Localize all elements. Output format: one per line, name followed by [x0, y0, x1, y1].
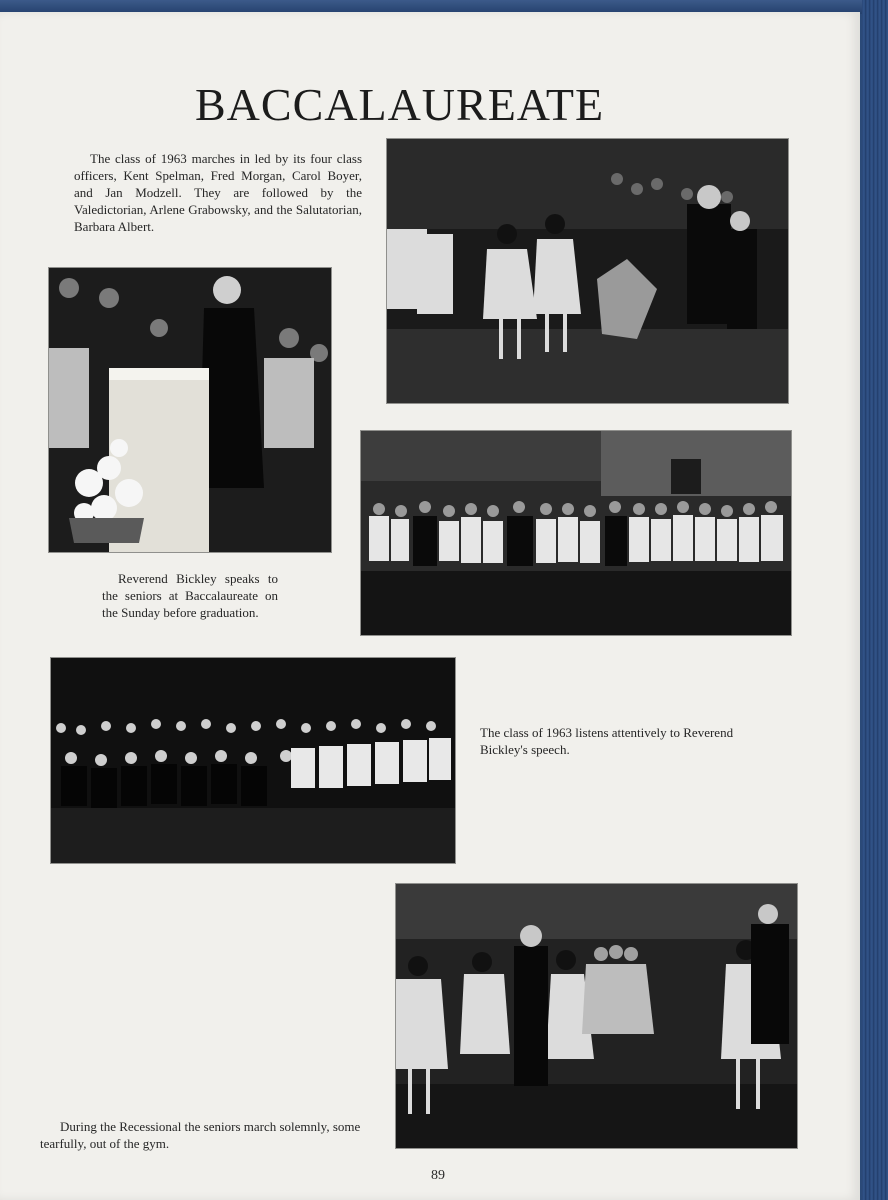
photo-procession-officers: [387, 139, 788, 403]
caption-class-listens: The class of 1963 listens attentively to Reverend Bickley's speech.: [480, 725, 734, 757]
yearbook-page: [0, 12, 860, 1200]
binder-spine: [862, 0, 888, 1200]
caption-class-officers: The class of 1963 marches in led by its four class officers, Kent Spelman, Fred Morgan, Carol Boyer, and Jan Modzell. They are followed by the Valedictorian, Arlene Grabowsky, and the Salutatorian, Barbara Albert.: [74, 151, 362, 234]
photo-recessional: [396, 884, 797, 1148]
page-title: BACCALAUREATE: [195, 79, 605, 130]
caption-recessional: During the Recessional the seniors march solemnly, some tearfully, out of the gym.: [40, 1119, 361, 1151]
photo-seated-seniors-wide: [361, 431, 791, 635]
caption-reverend-speaks: Reverend Bickley speaks to the seniors at Baccalaureate on the Sunday before graduation.: [102, 571, 278, 620]
photo-reverend-podium: [49, 268, 331, 552]
page-number: 89: [431, 1168, 445, 1183]
photo-seniors-listening: [51, 658, 455, 863]
